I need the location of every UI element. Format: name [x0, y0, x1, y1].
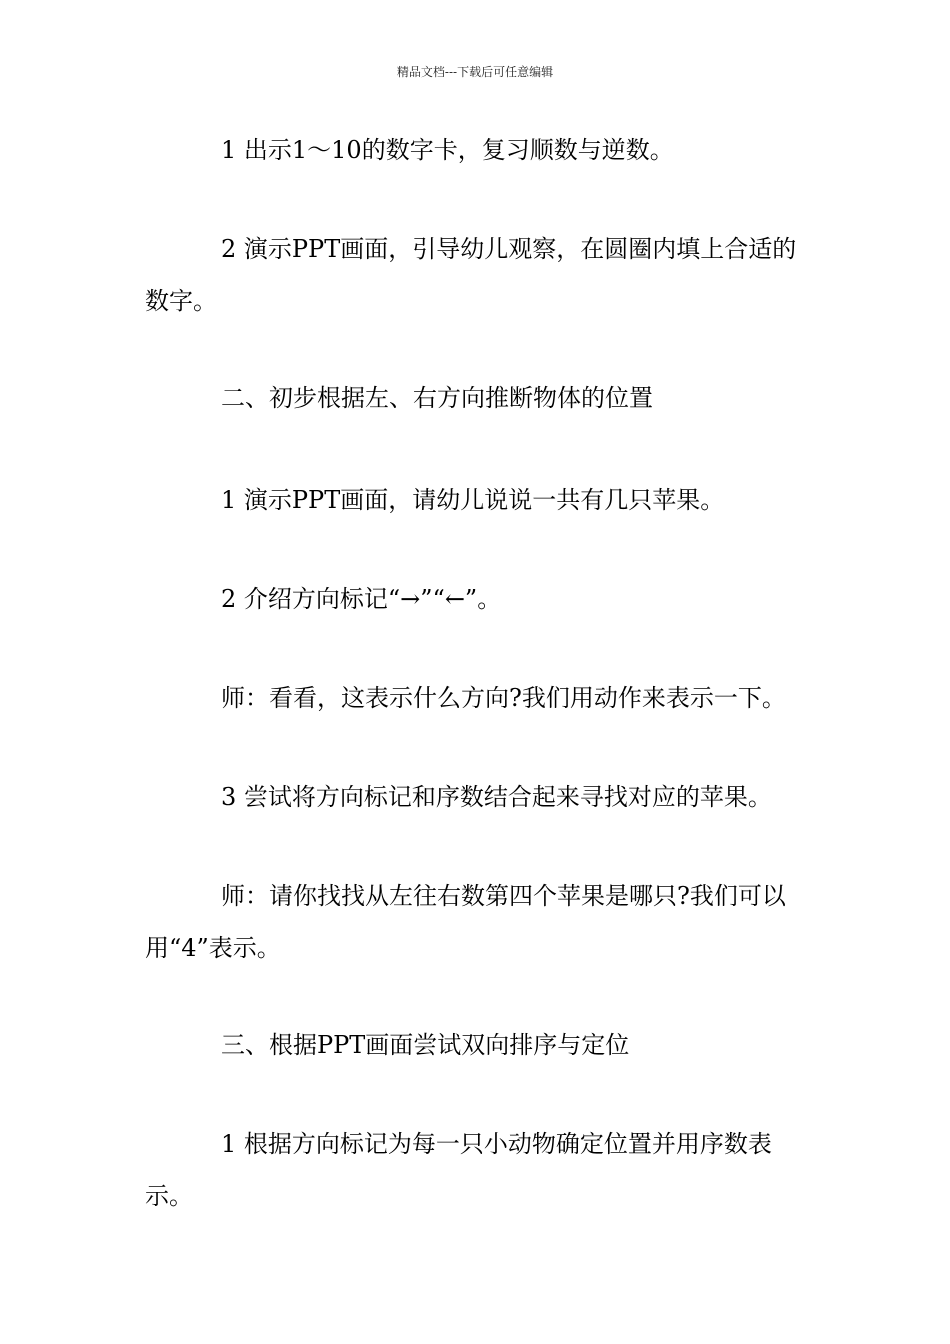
- paragraph-1: 1 出示1～10的数字卡，复习顺数与逆数。: [221, 136, 674, 164]
- page-header: 精品文档---下载后可任意编辑: [396, 65, 554, 79]
- paragraph-4: 2 介绍方向标记“→”“←”。: [221, 585, 502, 613]
- paragraph-5: 师：看看，这表示什么方向?我们用动作来表示一下。: [221, 684, 786, 712]
- paragraph-3: 1 演示PPT画面，请幼儿说说一共有几只苹果。: [221, 486, 725, 514]
- paragraph-8: 1 根据方向标记为每一只小动物确定位置并用序数表示。: [145, 1130, 772, 1210]
- section-heading-3: 三、根据PPT画面尝试双向排序与定位: [221, 1031, 630, 1059]
- paragraph-6: 3 尝试将方向标记和序数结合起来寻找对应的苹果。: [221, 783, 772, 811]
- paragraph-7: 师：请你找找从左往右数第四个苹果是哪只?我们可以用“4”表示。: [145, 882, 786, 962]
- section-heading-2: 二、初步根据左、右方向推断物体的位置: [221, 384, 653, 412]
- paragraph-2: 2 演示PPT画面，引导幼儿观察，在圆圈内填上合适的数字。: [145, 235, 797, 315]
